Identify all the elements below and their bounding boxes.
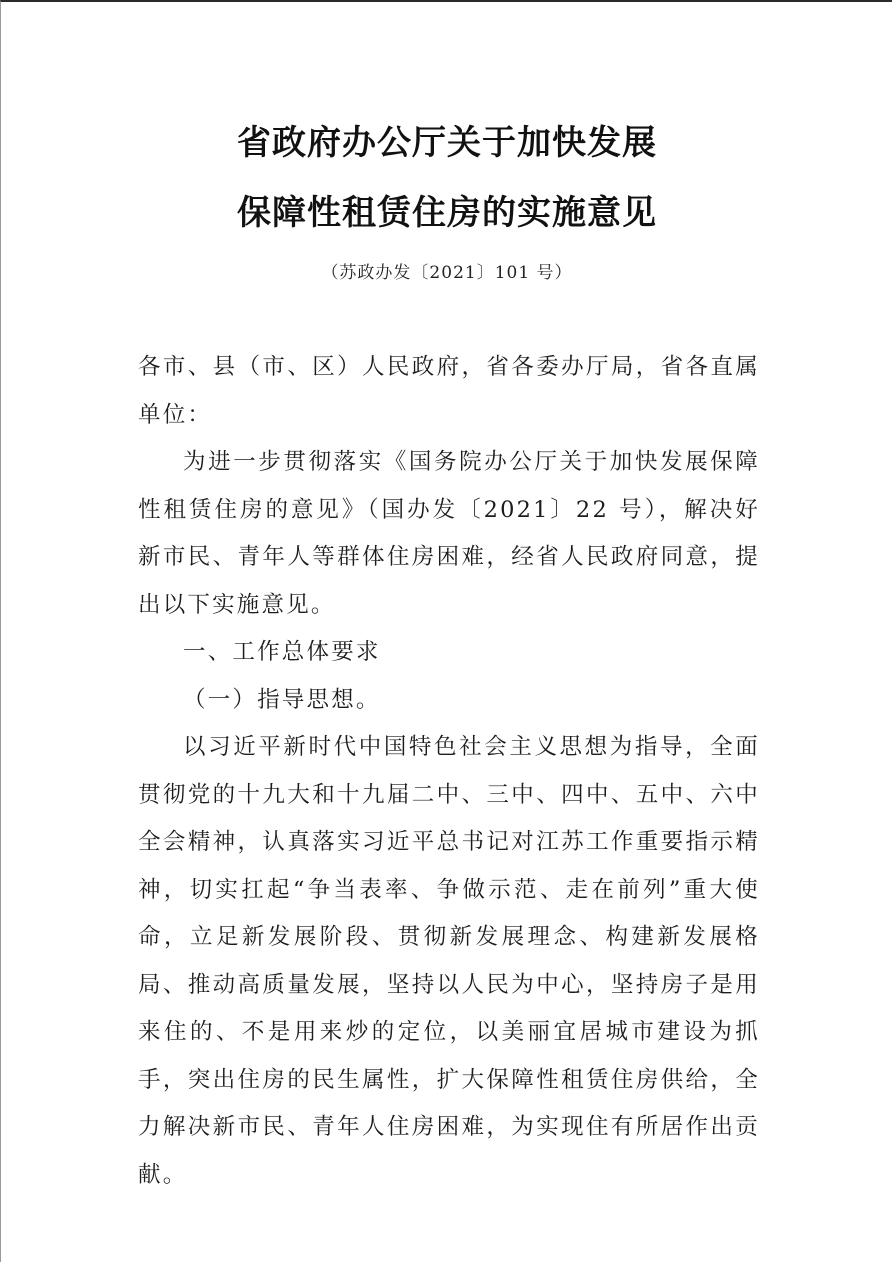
section-heading: 一、工作总体要求	[183, 639, 381, 665]
guiding-ideology-paragraph: 以习近平新时代中国特色社会主义思想为指导，全面贯彻党的十九大和十九届二中、三中、四中、五中、六中全会精神，认真落实习近平总书记对江苏工作重要指示精神，切实扛起“争当表率、争做示范、走在前列”重大使命，立足新发展阶段、贯彻新发展理念、构建新发展格局、推动高质量发展，坚持以人民为中心，坚持房子是用来住的、不是用来炒的定位，以美丽宜居城市建设为抓手，突出住房的民生属性，扩大保障性租赁住房供给，全力解决新市民、青年人住房困难，为实现住有所居作出贡献。	[138, 734, 760, 1188]
intro-paragraph: 为进一步贯彻落实《国务院办公厅关于加快发展保障性租赁住房的意见》（国办发〔2021〕22 号），解决好新市民、青年人等群体住房困难，经省人民政府同意，提出以下实施意见。	[138, 449, 760, 618]
document-body	[138, 344, 760, 1199]
salutation-paragraph: 各市、县（市、区）人民政府，省各委办厅局，省各直属单位：	[138, 354, 760, 428]
document-number: （苏政办发〔2021〕101 号）	[321, 263, 573, 283]
subsection-heading: （一）指导思想。	[183, 686, 381, 713]
document-title-line-2: 保障性租赁住房的实施意见	[237, 193, 657, 233]
document-title-line-1: 省政府办公厅关于加快发展	[237, 123, 657, 163]
